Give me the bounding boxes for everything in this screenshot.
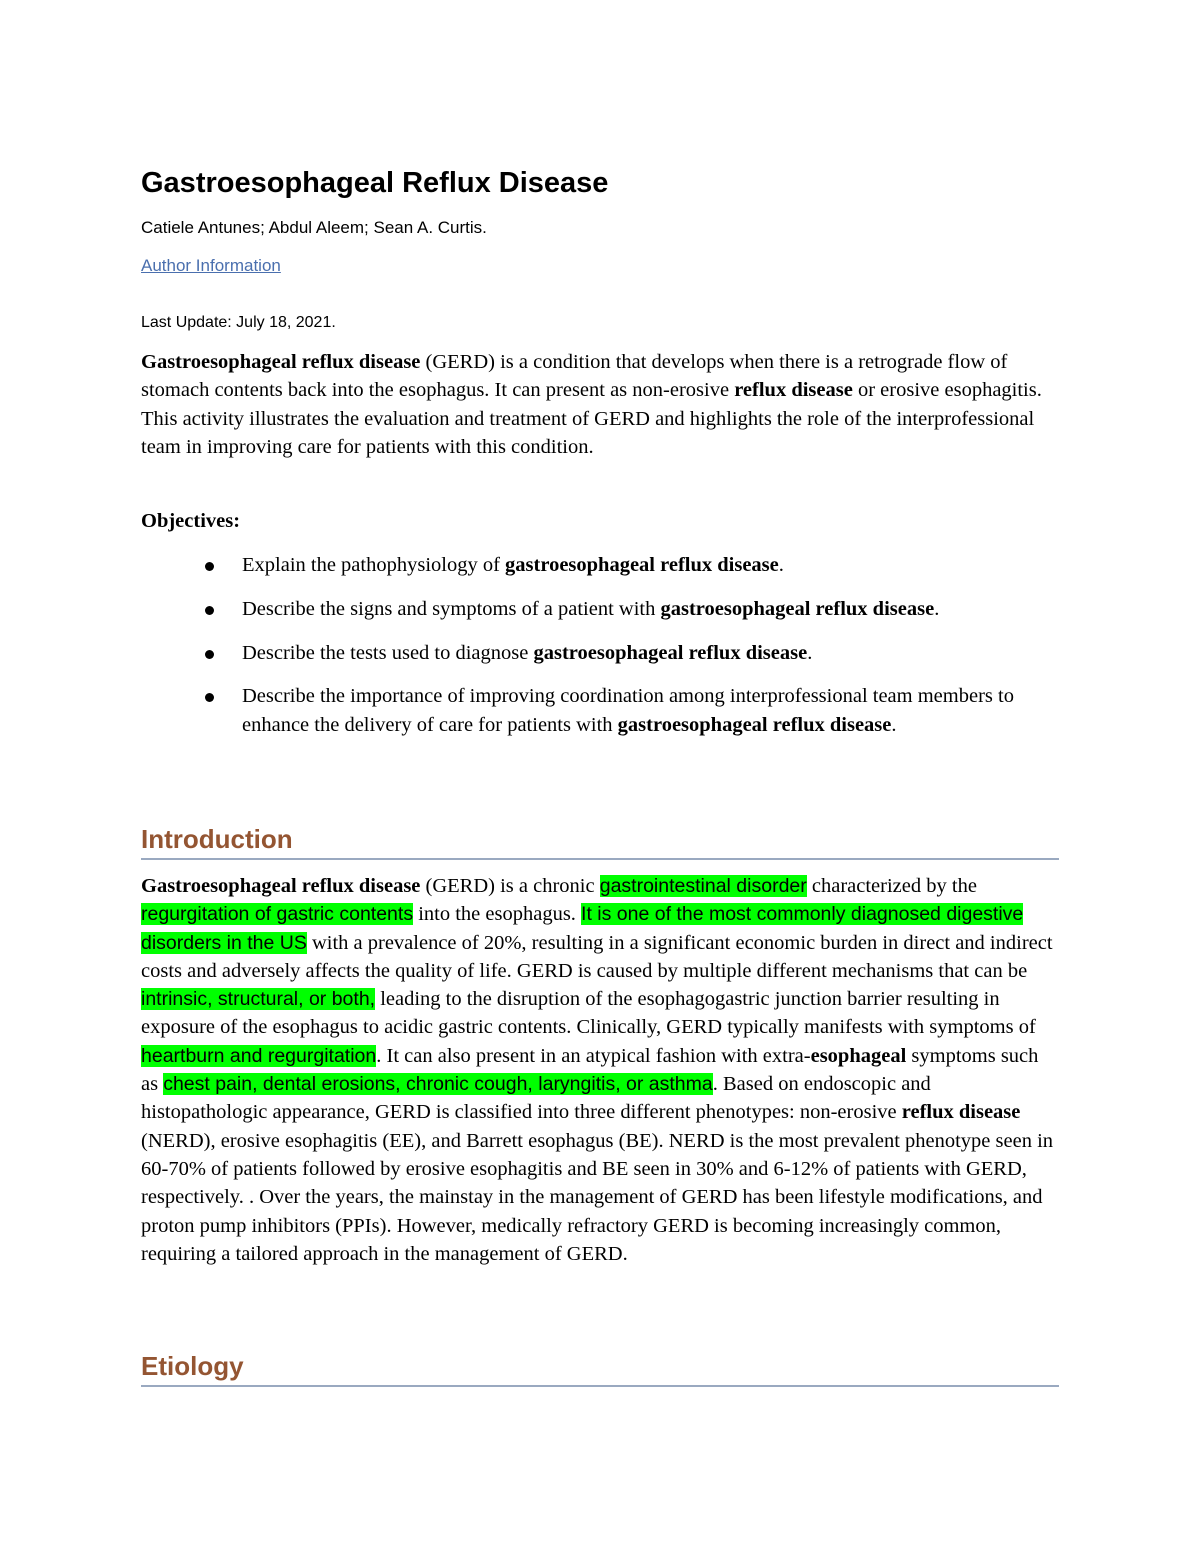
objective-term: gastroesophageal reflux disease bbox=[617, 713, 892, 736]
abstract-text: or erosive esophagitis. This activity illustrates the evaluation and treatment of GERD and highlights the role of the interprofessional team in improving care for patients with this condition. bbox=[141, 379, 1042, 458]
intro-text: (NERD), erosive esophagitis (EE), and Barrett esophagus (BE). NERD is the most prevalent phenotype seen in 60-70% of patients followed by erosive esophagitis and BE seen in 30% and 6-12% of patients with GERD, respectively. . Over the years, the mainstay in the management of GERD has been lifestyle modifications, and proton pump inhibitors (PPIs). However, medically refractory GERD is becoming increasingly common, requiring a tailored approach in the management of GERD. bbox=[141, 1129, 1054, 1265]
highlighted-text: chest pain, dental erosions, chronic cough, laryngitis, or asthma bbox=[163, 1073, 713, 1096]
intro-text: symptoms such as bbox=[141, 1044, 1039, 1096]
intro-text: leading to the disruption of the esophagogastric junction barrier resulting in exposure of the esophagus to acidic gastric contents. Clinically, GERD typically manifests with symptoms of bbox=[141, 988, 1036, 1039]
objective-text: Describe the importance of improving coordination among interprofessional team members to enhance the delivery of care for patients with bbox=[242, 685, 1014, 736]
bullet-icon bbox=[205, 606, 214, 615]
objectives-list bbox=[141, 551, 1059, 754]
bullet-icon bbox=[205, 650, 214, 659]
etiology-heading: Etiology bbox=[141, 1349, 1059, 1387]
highlighted-text: intrinsic, structural, or both, bbox=[141, 988, 376, 1011]
intro-term: esophageal bbox=[810, 1044, 907, 1067]
intro-text: . Based on endoscopic and histopathologic appearance, GERD is classified into three different phenotypes: non-erosive bbox=[141, 1073, 931, 1124]
objective-text: Describe the tests used to diagnose bbox=[242, 641, 534, 664]
last-update: Last Update: July 18, 2021. bbox=[141, 314, 336, 331]
objective-term: gastroesophageal reflux disease bbox=[660, 597, 935, 620]
intro-text: (GERD) is a chronic bbox=[420, 875, 600, 897]
list-item bbox=[141, 639, 1059, 667]
objective-text: Explain the pathophysiology of bbox=[242, 554, 506, 576]
objective-text: Describe the signs and symptoms of a patient with bbox=[242, 597, 661, 620]
highlighted-text: regurgitation of gastric contents bbox=[141, 903, 414, 926]
author-information-link[interactable]: Author Information bbox=[141, 256, 281, 275]
objective-term: gastroesophageal reflux disease bbox=[533, 641, 808, 664]
list-item bbox=[141, 551, 1059, 579]
abstract-text: (GERD) is a condition that develops when there is a retrograde flow of stomach contents back into the esophagus. It can present as non-erosive bbox=[141, 351, 1008, 402]
author-list: Catiele Antunes; Abdul Aleem; Sean A. Curtis. bbox=[141, 218, 487, 237]
intro-term: reflux disease bbox=[901, 1101, 1021, 1124]
bullet-icon bbox=[205, 693, 214, 702]
objective-text: . bbox=[891, 713, 897, 736]
list-item bbox=[141, 682, 1059, 739]
intro-text: characterized by the bbox=[806, 875, 977, 897]
list-item bbox=[141, 595, 1059, 623]
objective-term: gastroesophageal reflux disease bbox=[505, 554, 779, 576]
highlighted-text: heartburn and regurgitation bbox=[141, 1044, 377, 1067]
document-title: Gastroesophageal Reflux Disease bbox=[141, 167, 609, 199]
abstract-term: Gastroesophageal reflux disease bbox=[141, 351, 421, 373]
objectives-heading: Objectives: bbox=[141, 510, 241, 532]
intro-text: into the esophagus. bbox=[413, 903, 582, 926]
introduction-heading: Introduction bbox=[141, 822, 1059, 860]
highlighted-text: It is one of the most commonly diagnosed digestive disorders in the US bbox=[141, 903, 1024, 954]
objective-text: . bbox=[807, 641, 813, 664]
intro-term: Gastroesophageal reflux disease bbox=[141, 875, 421, 897]
abstract-paragraph bbox=[141, 348, 1059, 461]
abstract-term: reflux disease bbox=[734, 379, 853, 402]
objective-text: . bbox=[778, 554, 784, 576]
bullet-icon bbox=[205, 562, 214, 571]
intro-text: with a prevalence of 20%, resulting in a significant economic burden in direct and indirect costs and adversely affects the quality of life. GERD is caused by multiple different mechanisms that can be bbox=[141, 931, 1053, 982]
highlighted-text: gastrointestinal disorder bbox=[599, 875, 807, 897]
objective-text: . bbox=[934, 597, 940, 620]
introduction-paragraph bbox=[141, 872, 1059, 1268]
intro-text: . It can also present in an atypical fashion with extra- bbox=[376, 1044, 811, 1067]
